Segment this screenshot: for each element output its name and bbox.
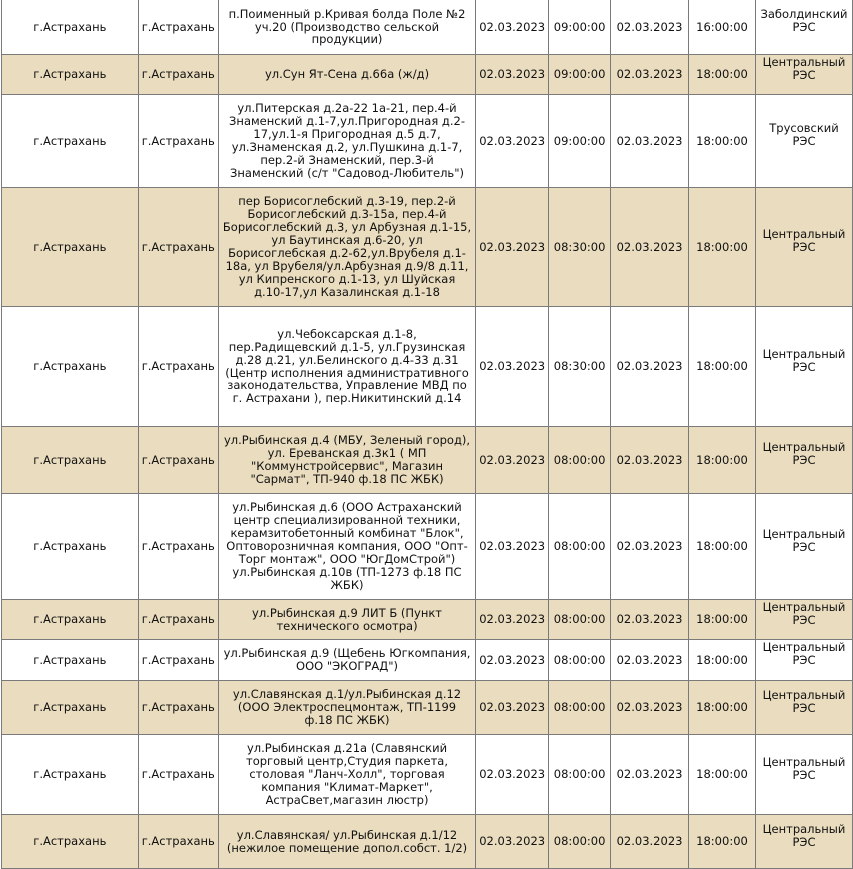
res-cell: Трусовский РЭС (755, 95, 852, 188)
city-cell: г.Астрахань (2, 427, 139, 494)
address-cell: пер Борисоглебский д.3-19, пер.2-й Борисоглебский д.3-15а, пер.4-й Борисоглебский д.3, ул Арбузная д.1-15, ул Баутинская д.6-20, ул Борисоглебская д.2-62,ул.Врубеля д.1-18а, ул Врубеля/ул.Арбузная д.9/8 д.11, ул Кипренского д.1-13, ул Шуйская д.10-17,ул Казалинская д.1-18 (218, 188, 475, 307)
locality-cell: г.Астрахань (138, 815, 218, 869)
address-cell: ул.Славянская д.1/ул.Рыбинская д.12 (ООО Электроспецмонтаж, ТП-1199 ф.18 ПС ЖБК) (218, 681, 475, 735)
start-date-cell: 02.03.2023 (476, 681, 549, 735)
start-time-cell: 09:00:00 (549, 55, 611, 95)
city-cell: г.Астрахань (2, 815, 139, 869)
start-date-cell: 02.03.2023 (476, 307, 549, 427)
city-cell: г.Астрахань (2, 681, 139, 735)
end-date-cell: 02.03.2023 (611, 307, 689, 427)
locality-cell: г.Астрахань (138, 681, 218, 735)
res-cell: Центральный РЭС (755, 681, 852, 735)
table-row (2, 427, 853, 494)
address-cell: ул.Сун Ят-Сена д.66а (ж/д) (218, 55, 475, 95)
address-cell: ул.Чебоксарская д.1-8, пер.Радищевский д.1-5, ул.Грузинская д.28 д.21, ул.Белинского д.4-33 д.31 (Центр исполнения административного законодательства, Управление МВД по г. Астрахани ), пер.Никитинский д.14 (218, 307, 475, 427)
start-date-cell: 02.03.2023 (476, 735, 549, 815)
address-cell: ул.Рыбинская д.4 (МБУ, Зеленый город), ул. Ереванская д.3к1 ( МП "Коммунстройсервис", Магазин "Сармат", ТП-940 ф.18 ПС ЖБК) (218, 427, 475, 494)
table-row (2, 815, 853, 869)
start-time-cell: 09:00:00 (549, 95, 611, 188)
end-date-cell: 02.03.2023 (611, 95, 689, 188)
start-time-cell: 08:30:00 (549, 188, 611, 307)
res-cell: Заболдинский РЭС (755, 0, 852, 55)
start-time-cell: 08:00:00 (549, 815, 611, 869)
locality-cell: г.Астрахань (138, 735, 218, 815)
address-cell: ул.Рыбинская д.21а (Славянский торговый центр,Студия паркета, столовая "Ланч-Холл", торговая компания "Климат-Маркет", АстраСвет,магазин люстр) (218, 735, 475, 815)
start-time-cell: 08:00:00 (549, 681, 611, 735)
address-cell: ул.Рыбинская д.9 ЛИТ Б (Пункт технического осмотра) (218, 600, 475, 640)
start-date-cell: 02.03.2023 (476, 95, 549, 188)
table-row (2, 55, 853, 95)
end-time-cell: 18:00:00 (689, 600, 756, 640)
start-time-cell: 08:00:00 (549, 494, 611, 600)
end-time-cell: 18:00:00 (689, 735, 756, 815)
table-row (2, 95, 853, 188)
city-cell: г.Астрахань (2, 494, 139, 600)
start-time-cell: 08:00:00 (549, 640, 611, 681)
table-row (2, 307, 853, 427)
locality-cell: г.Астрахань (138, 95, 218, 188)
city-cell: г.Астрахань (2, 188, 139, 307)
end-date-cell: 02.03.2023 (611, 815, 689, 869)
end-time-cell: 18:00:00 (689, 815, 756, 869)
table-row (2, 0, 853, 55)
start-date-cell: 02.03.2023 (476, 815, 549, 869)
start-date-cell: 02.03.2023 (476, 640, 549, 681)
city-cell: г.Астрахань (2, 600, 139, 640)
city-cell: г.Астрахань (2, 95, 139, 188)
city-cell: г.Астрахань (2, 55, 139, 95)
end-time-cell: 18:00:00 (689, 494, 756, 600)
table-row (2, 494, 853, 600)
res-cell: Центральный РЭС (755, 815, 852, 869)
end-time-cell: 18:00:00 (689, 188, 756, 307)
table-row (2, 188, 853, 307)
end-time-cell: 16:00:00 (689, 0, 756, 55)
start-date-cell: 02.03.2023 (476, 0, 549, 55)
table-row (2, 600, 853, 640)
end-date-cell: 02.03.2023 (611, 681, 689, 735)
res-cell: Центральный РЭС (755, 600, 852, 640)
start-date-cell: 02.03.2023 (476, 600, 549, 640)
end-time-cell: 18:00:00 (689, 640, 756, 681)
end-date-cell: 02.03.2023 (611, 427, 689, 494)
address-cell: ул.Рыбинская д.9 (Щебень Югкомпания, ООО "ЭКОГРАД") (218, 640, 475, 681)
res-cell: Центральный РЭС (755, 735, 852, 815)
end-time-cell: 18:00:00 (689, 95, 756, 188)
res-cell: Центральный РЭС (755, 427, 852, 494)
city-cell: г.Астрахань (2, 0, 139, 55)
locality-cell: г.Астрахань (138, 188, 218, 307)
city-cell: г.Астрахань (2, 307, 139, 427)
start-time-cell: 08:30:00 (549, 307, 611, 427)
end-date-cell: 02.03.2023 (611, 600, 689, 640)
table-row (2, 681, 853, 735)
res-cell: Центральный РЭС (755, 494, 852, 600)
end-date-cell: 02.03.2023 (611, 494, 689, 600)
end-date-cell: 02.03.2023 (611, 188, 689, 307)
end-date-cell: 02.03.2023 (611, 735, 689, 815)
outage-schedule-table (1, 0, 853, 869)
locality-cell: г.Астрахань (138, 640, 218, 681)
locality-cell: г.Астрахань (138, 600, 218, 640)
locality-cell: г.Астрахань (138, 427, 218, 494)
address-cell: ул.Рыбинская д.6 (ООО Астраханский центр специализированной техники, керамзитобетонный комбинат "Блок", Оптоворозничная компания, ООО "Опт-Торг монтаж", ООО "ЮгДомСтрой") ул.Рыбинская д.10в (ТП-1273 ф.18 ПС ЖБК) (218, 494, 475, 600)
start-time-cell: 08:00:00 (549, 427, 611, 494)
start-time-cell: 08:00:00 (549, 735, 611, 815)
end-date-cell: 02.03.2023 (611, 55, 689, 95)
start-time-cell: 09:00:00 (549, 0, 611, 55)
table-row (2, 640, 853, 681)
end-time-cell: 18:00:00 (689, 307, 756, 427)
res-cell: Центральный РЭС (755, 640, 852, 681)
address-cell: ул.Славянская/ ул.Рыбинская д.1/12 (нежилое помещение допол.собст. 1/2) (218, 815, 475, 869)
end-time-cell: 18:00:00 (689, 55, 756, 95)
end-time-cell: 18:00:00 (689, 681, 756, 735)
address-cell: п.Поименный р.Кривая болда Поле №2 уч.20 (Производство сельской продукции) (218, 0, 475, 55)
end-date-cell: 02.03.2023 (611, 640, 689, 681)
res-cell: Центральный РЭС (755, 55, 852, 95)
start-date-cell: 02.03.2023 (476, 494, 549, 600)
city-cell: г.Астрахань (2, 735, 139, 815)
start-date-cell: 02.03.2023 (476, 427, 549, 494)
start-date-cell: 02.03.2023 (476, 188, 549, 307)
locality-cell: г.Астрахань (138, 494, 218, 600)
locality-cell: г.Астрахань (138, 0, 218, 55)
locality-cell: г.Астрахань (138, 307, 218, 427)
start-date-cell: 02.03.2023 (476, 55, 549, 95)
end-date-cell: 02.03.2023 (611, 0, 689, 55)
table-row (2, 735, 853, 815)
start-time-cell: 08:00:00 (549, 600, 611, 640)
locality-cell: г.Астрахань (138, 55, 218, 95)
res-cell: Центральный РЭС (755, 307, 852, 427)
res-cell: Центральный РЭС (755, 188, 852, 307)
address-cell: ул.Питерская д.2а-22 1а-21, пер.4-й Знаменский д.1-7,ул.Пригородная д.2-17,ул.1-я Пригородная д.5 д.7, ул.Знаменская д.2, ул.Пушкина д.1-7, пер.2-й Знаменский, пер.3-й Знаменский (с/т "Садовод-Любитель") (218, 95, 475, 188)
end-time-cell: 18:00:00 (689, 427, 756, 494)
city-cell: г.Астрахань (2, 640, 139, 681)
